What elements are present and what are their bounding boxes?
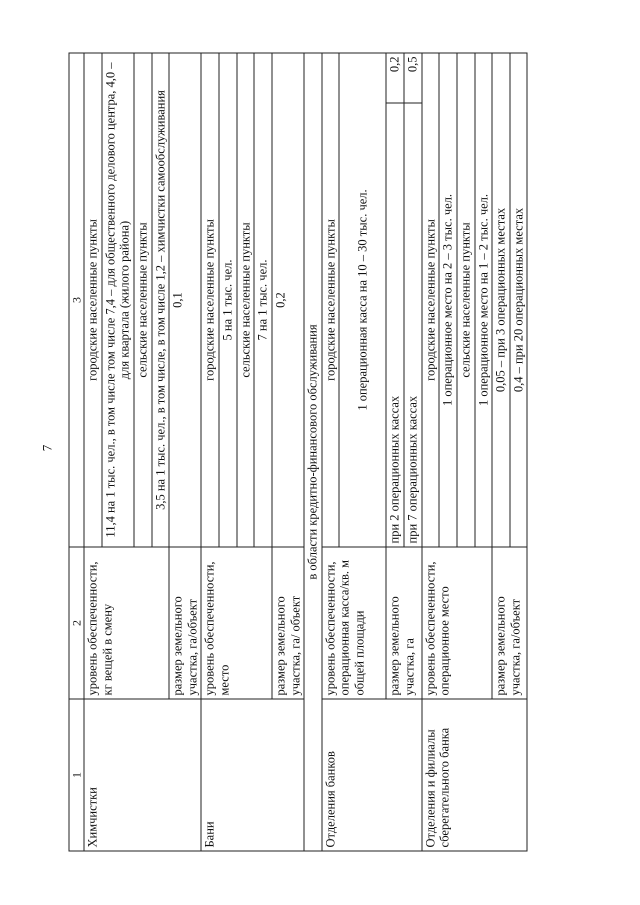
bank-branches-land-opt1-value: 0,2 (386, 52, 404, 102)
bank-branches-name: Отделения банков (322, 699, 422, 851)
baths-land-metric: размер земельного участка, га/ объект (272, 547, 304, 699)
baths-name: Бани (201, 699, 304, 851)
baths-rural-label: сельские населенные пункты (237, 52, 255, 546)
header-col-3: 3 (69, 52, 84, 546)
sberbank-land-metric: размер земельного участка, га/объект (492, 547, 527, 699)
sberbank-land-value-1: 0,05 – при 3 операционных местах (492, 52, 510, 546)
bank-branches-land-opt2-label: при 7 операционных кассах (404, 103, 422, 547)
table-row (84, 52, 102, 850)
bank-branches-land-opt1-label: при 2 операционных кассах (386, 103, 404, 547)
header-col-1: 1 (69, 699, 84, 851)
baths-urban-label: городские населенные пункты (201, 52, 219, 546)
dry-cleaning-urban-value: 11,4 на 1 тыс. чел., в том числе том числе 7,4 – для общественного делового центра, 4,0 – для квартала (жилого района) (102, 52, 134, 546)
sberbank-name: Отделения и филиалы сберегательного банка (422, 699, 528, 851)
page-number: 7 (39, 444, 55, 452)
table-row (322, 52, 340, 850)
bank-branches-metric: уровень обеспеченности, операционная касса/кв. м общей площади (322, 547, 387, 699)
dry-cleaning-rural-label: сельские населенные пункты (134, 52, 152, 546)
table-row (201, 52, 219, 850)
header-col-2: 2 (69, 547, 84, 699)
header-row (69, 52, 84, 850)
sberbank-land-value-2: 0,4 – при 20 операционных местах (510, 52, 528, 546)
section-row (304, 52, 322, 850)
dry-cleaning-name: Химчистки (84, 699, 201, 851)
baths-urban-value: 5 на 1 тыс. чел. (219, 52, 237, 546)
bank-branches-urban-value: 1 операционная касса на 10 – 30 тыс. чел. (339, 52, 386, 546)
dry-cleaning-land-metric: размер земельного участка, га/объект (169, 547, 201, 699)
bank-branches-urban-label: городские населенные пункты (322, 52, 340, 546)
dry-cleaning-urban-label: городские населенные пункты (84, 52, 102, 546)
rotated-table-container (69, 53, 572, 851)
bank-branches-land-opt2-value: 0,5 (404, 52, 422, 102)
dry-cleaning-rural-value: 3,5 на 1 тыс. чел., в том числе, в том числе 1,2 – химчистки самообслуживания (152, 52, 170, 546)
sberbank-rural-label: сельские населенные пункты (457, 52, 475, 546)
dry-cleaning-metric: уровень обеспеченности, кг вещей в смену (84, 547, 169, 699)
bank-branches-land-metric: размер земельного участка, га (386, 547, 421, 699)
baths-rural-value: 7 на 1 тыс. чел. (254, 52, 272, 546)
sberbank-metric: уровень обеспеченности, операционное место (422, 547, 493, 699)
sberbank-rural-value: 1 операционное место на 1 – 2 тыс. чел. (475, 52, 493, 546)
baths-metric: уровень обеспеченности, место (201, 547, 272, 699)
standards-table (69, 52, 528, 851)
table-row (422, 52, 440, 850)
sberbank-urban-value: 1 операционное место на 2 – 3 тыс. чел. (439, 52, 457, 546)
baths-land-value: 0,2 (272, 52, 304, 546)
sberbank-urban-label: городские населенные пункты (422, 52, 440, 546)
dry-cleaning-land-value: 0,1 (169, 52, 201, 546)
section-title: в области кредитно-финансового обслуживания (304, 52, 322, 850)
